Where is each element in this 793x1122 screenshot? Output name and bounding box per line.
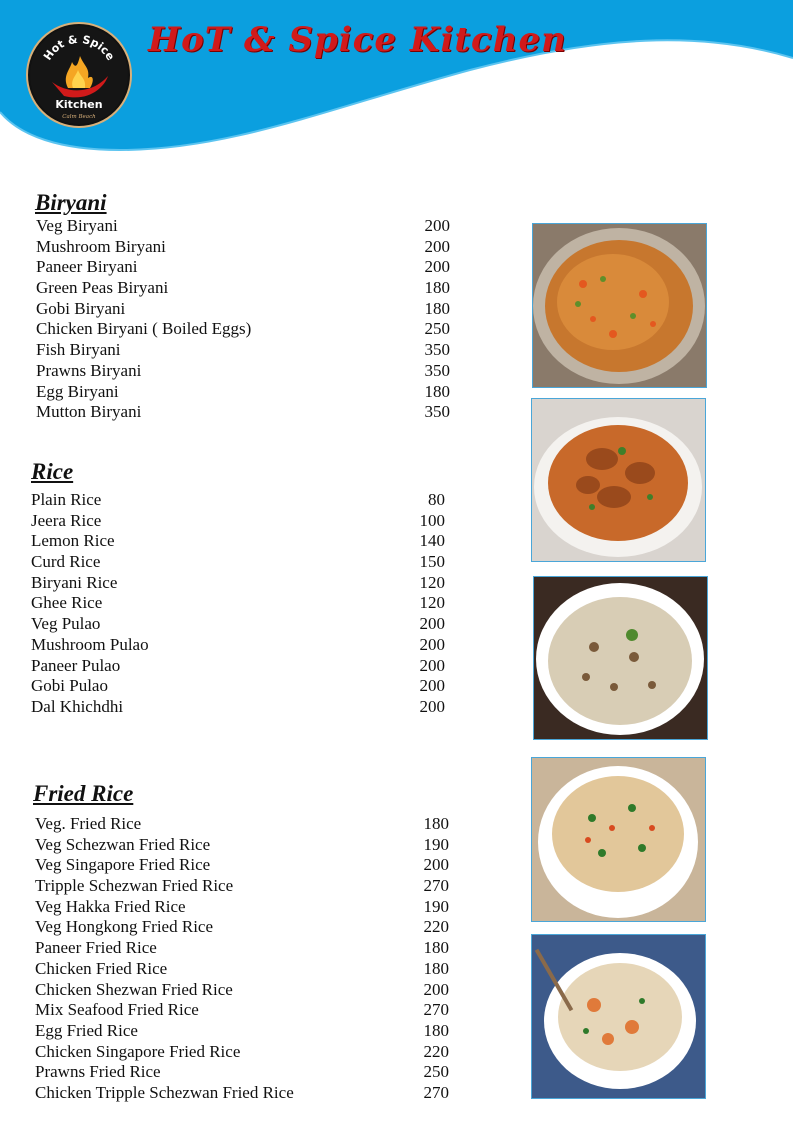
item-name: Veg Hakka Fried Rice (35, 896, 186, 916)
menu-item (31, 614, 451, 635)
veg-fried-rice-photo (531, 757, 706, 922)
menu-item (35, 938, 455, 959)
menu-item (35, 814, 455, 835)
item-name: Gobi Biryani (36, 298, 126, 318)
item-name: Veg Hongkong Fried Rice (35, 917, 214, 937)
item-name: Mutton Biryani (36, 402, 142, 422)
menu-item (31, 635, 451, 656)
menu-item (31, 552, 451, 573)
item-price: 200 (419, 655, 445, 675)
menu-item (35, 959, 455, 980)
item-price: 80 (428, 490, 445, 509)
item-name: Prawns Fried Rice (35, 1062, 161, 1082)
item-name: Veg Schezwan Fried Rice (35, 834, 211, 854)
prawn-fried-rice-photo (531, 934, 706, 1099)
brand-logo (26, 22, 132, 128)
item-price: 350 (424, 360, 450, 380)
item-name: Chicken Singapore Fried Rice (35, 1041, 241, 1061)
menu-item (31, 490, 451, 511)
biryani-menu-list (36, 216, 456, 423)
brand-name: HoT & Spice Kitchen (148, 20, 567, 60)
chicken-biryani-photo (531, 398, 706, 562)
menu-item (35, 1062, 455, 1083)
item-price: 190 (423, 834, 449, 854)
item-price: 350 (424, 340, 450, 360)
menu-item (35, 1042, 455, 1063)
menu-item (35, 835, 455, 856)
item-name: Veg. Fried Rice (35, 814, 142, 833)
menu-item (36, 319, 456, 340)
item-name: Paneer Pulao (31, 655, 121, 675)
item-name: Paneer Biryani (36, 257, 138, 277)
menu-item (36, 402, 456, 423)
menu-item (31, 511, 451, 532)
menu-item (36, 340, 456, 361)
item-price: 180 (423, 938, 449, 958)
item-name: Chicken Biryani ( Boiled Eggs) (36, 319, 252, 339)
item-name: Egg Biryani (36, 381, 119, 401)
item-name: Chicken Fried Rice (35, 958, 168, 978)
item-price: 190 (423, 896, 449, 916)
item-name: Tripple Schezwan Fried Rice (35, 876, 234, 896)
item-price: 200 (423, 855, 449, 875)
menu-item (35, 1021, 455, 1042)
menu-item (35, 917, 455, 938)
item-price: 200 (419, 676, 445, 696)
item-price: 150 (419, 552, 445, 572)
pulao-photo (533, 576, 708, 740)
item-price: 100 (419, 510, 445, 530)
menu-item (31, 676, 451, 697)
menu-item (31, 531, 451, 552)
item-name: Veg Pulao (31, 614, 101, 634)
item-price: 250 (424, 319, 450, 339)
item-price: 200 (424, 236, 450, 256)
item-name: Plain Rice (31, 490, 102, 509)
item-name: Mushroom Pulao (31, 634, 149, 654)
item-price: 180 (423, 1020, 449, 1040)
item-name: Green Peas Biryani (36, 278, 169, 298)
menu-item (31, 593, 451, 614)
item-name: Biryani Rice (31, 572, 118, 592)
menu-item (36, 299, 456, 320)
item-price: 250 (423, 1062, 449, 1082)
section-title-fried-rice: Fried Rice (33, 781, 134, 806)
item-price: 200 (419, 614, 445, 634)
item-price: 180 (423, 958, 449, 978)
menu-item (31, 573, 451, 594)
menu-item (31, 697, 451, 718)
veg-biryani-photo (532, 223, 707, 388)
menu-item (35, 1000, 455, 1021)
item-name: Mushroom Biryani (36, 236, 166, 256)
item-price: 180 (424, 381, 450, 401)
svg-text:Kitchen: Kitchen (55, 98, 103, 111)
menu-item (35, 855, 455, 876)
item-name: Fish Biryani (36, 340, 121, 360)
item-name: Chicken Shezwan Fried Rice (35, 979, 233, 999)
item-price: 200 (423, 979, 449, 999)
item-name: Jeera Rice (31, 510, 102, 530)
item-name: Dal Khichdhi (31, 696, 124, 716)
item-price: 180 (424, 298, 450, 318)
menu-item (31, 656, 451, 677)
menu-item (36, 361, 456, 382)
menu-item (35, 1083, 455, 1104)
item-price: 350 (424, 402, 450, 422)
item-name: Veg Singapore Fried Rice (35, 855, 211, 875)
svg-text:Hot & Spice: Hot & Spice (40, 32, 118, 63)
item-name: Chicken Tripple Schezwan Fried Rice (35, 1082, 294, 1102)
menu-item (36, 278, 456, 299)
item-price: 180 (423, 814, 449, 833)
section-title-biryani: Biryani (35, 190, 107, 215)
item-name: Paneer Fried Rice (35, 938, 157, 958)
item-name: Egg Fried Rice (35, 1020, 138, 1040)
menu-item (35, 897, 455, 918)
menu-item (36, 216, 456, 237)
fried-rice-menu-list (35, 814, 455, 1104)
item-name: Prawns Biryani (36, 360, 142, 380)
menu-item (35, 876, 455, 897)
item-name: Veg Biryani (36, 216, 118, 235)
item-price: 200 (424, 257, 450, 277)
item-price: 270 (423, 876, 449, 896)
item-name: Mix Seafood Fried Rice (35, 1000, 199, 1020)
item-price: 180 (424, 278, 450, 298)
item-name: Lemon Rice (31, 531, 115, 551)
item-price: 200 (419, 634, 445, 654)
menu-item (36, 237, 456, 258)
item-price: 220 (423, 1041, 449, 1061)
item-price: 120 (419, 593, 445, 613)
item-price: 270 (423, 1082, 449, 1102)
item-price: 200 (419, 696, 445, 716)
menu-item (35, 980, 455, 1001)
item-price: 220 (423, 917, 449, 937)
section-title-rice: Rice (31, 459, 74, 484)
item-price: 270 (423, 1000, 449, 1020)
item-name: Ghee Rice (31, 593, 103, 613)
item-price: 140 (419, 531, 445, 551)
menu-item (36, 257, 456, 278)
item-price: 120 (419, 572, 445, 592)
rice-menu-list (31, 490, 451, 718)
menu-item (36, 382, 456, 403)
item-name: Curd Rice (31, 552, 101, 572)
item-name: Gobi Pulao (31, 676, 108, 696)
item-price: 200 (424, 216, 450, 235)
svg-text:Calm Beach: Calm Beach (62, 114, 96, 120)
